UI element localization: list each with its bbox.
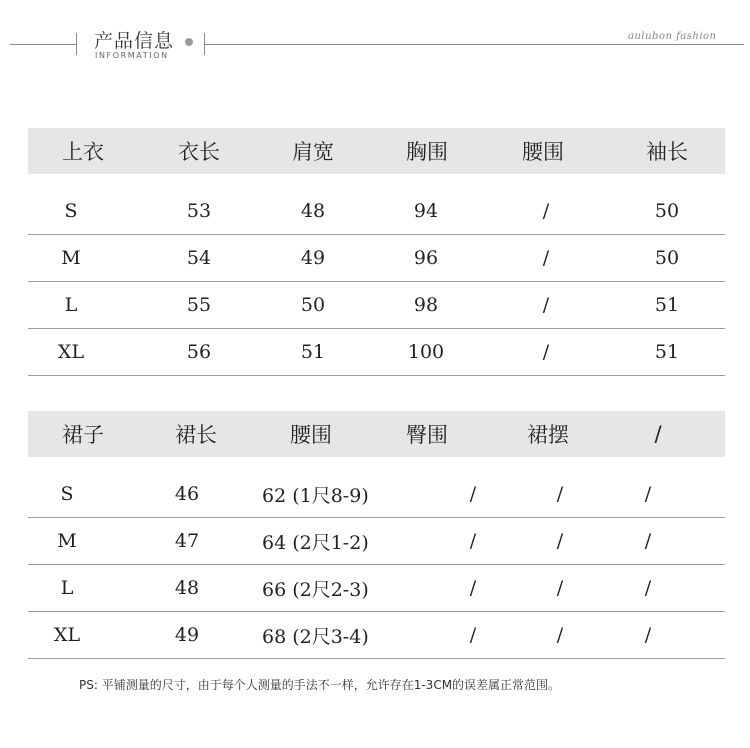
section-title: 产品信息: [94, 30, 175, 52]
tops-cell: 51: [654, 341, 680, 363]
section-subtitle: INFORMATION: [95, 51, 169, 60]
tops-cell: 48: [300, 200, 326, 222]
tops-cell: /: [542, 247, 550, 269]
skirt-cell: /: [469, 483, 477, 505]
tops-cell: 53: [186, 200, 212, 222]
tops-cell: 51: [654, 294, 680, 316]
skirt-cell: XL: [53, 624, 81, 646]
tops-cell: /: [542, 200, 550, 222]
skirt-cell: /: [644, 624, 652, 646]
skirt-cell: L: [60, 577, 74, 599]
tops-cell: 56: [186, 341, 212, 363]
tops-cell: 50: [654, 200, 680, 222]
skirt-cell: 68 (2尺3-4): [262, 625, 369, 648]
tops-cell: 50: [300, 294, 326, 316]
skirt-cell: S: [60, 483, 74, 505]
header-tick-left: [76, 33, 77, 55]
tops-cell: 51: [300, 341, 326, 363]
skirt-cell: 49: [174, 624, 200, 646]
tops-cell: 55: [186, 294, 212, 316]
tops-row: [28, 329, 725, 376]
skirt-cell: /: [556, 624, 564, 646]
tops-cell: S: [64, 200, 78, 222]
tops-cell: /: [542, 294, 550, 316]
tops-cell: 96: [413, 247, 439, 269]
skirt-row: [28, 612, 725, 659]
skirt-cell: /: [556, 483, 564, 505]
skirt-cell: 62 (1尺8-9): [262, 484, 369, 507]
tops-row: [28, 188, 725, 235]
skirt-cell: /: [556, 577, 564, 599]
skirt-size-table: [28, 411, 725, 659]
brand-signature: aulubon fashion: [628, 31, 717, 42]
skirt-header-cell: 腰围: [290, 423, 332, 447]
tops-header-cell: 衣长: [178, 140, 220, 164]
tops-row: [28, 235, 725, 282]
skirt-cell: /: [469, 577, 477, 599]
skirt-header-cell: 裙子: [62, 423, 104, 447]
tops-header-cell: 上衣: [62, 140, 104, 164]
tops-cell: 94: [413, 200, 439, 222]
tops-cell: 50: [654, 247, 680, 269]
tops-cell: M: [61, 247, 81, 269]
skirt-cell: 66 (2尺2-3): [262, 578, 369, 601]
tops-cell: L: [64, 294, 78, 316]
title-dot-icon: [185, 38, 193, 46]
skirt-cell: /: [556, 530, 564, 552]
skirt-row: [28, 565, 725, 612]
tops-cell: XL: [57, 341, 85, 363]
skirt-cell: 64 (2尺1-2): [262, 531, 369, 554]
tops-cell: 100: [407, 341, 445, 363]
skirt-header-cell: 裙摆: [527, 423, 569, 447]
header-divider-right: [204, 44, 744, 45]
skirt-row: [28, 518, 725, 565]
tops-size-table: [28, 128, 725, 376]
skirt-cell: 48: [174, 577, 200, 599]
tops-header-cell: 腰围: [522, 140, 564, 164]
skirt-header-cell: 裙长: [175, 423, 217, 447]
skirt-cell: /: [644, 530, 652, 552]
skirt-cell: M: [57, 530, 77, 552]
skirt-row: [28, 471, 725, 518]
skirt-header-cell: /: [654, 422, 662, 446]
tops-header-cell: 肩宽: [292, 140, 334, 164]
tops-cell: 49: [300, 247, 326, 269]
header-divider-left: [10, 44, 76, 45]
skirt-cell: /: [644, 483, 652, 505]
measurement-note: PS: 平铺测量的尺寸，由于每个人测量的手法不一样，允许存在1-3CM的误差属正常范围。: [79, 678, 561, 692]
skirt-header-row: [28, 411, 725, 457]
tops-cell: /: [542, 341, 550, 363]
tops-header-cell: 袖长: [646, 140, 688, 164]
skirt-header-cell: 臀围: [406, 423, 448, 447]
tops-row: [28, 282, 725, 329]
tops-cell: 98: [413, 294, 439, 316]
skirt-cell: 46: [174, 483, 200, 505]
tops-cell: 54: [186, 247, 212, 269]
skirt-cell: /: [469, 530, 477, 552]
skirt-cell: /: [469, 624, 477, 646]
skirt-cell: 47: [174, 530, 200, 552]
tops-header-cell: 胸围: [406, 140, 448, 164]
skirt-cell: /: [644, 577, 652, 599]
tops-header-row: [28, 128, 725, 174]
